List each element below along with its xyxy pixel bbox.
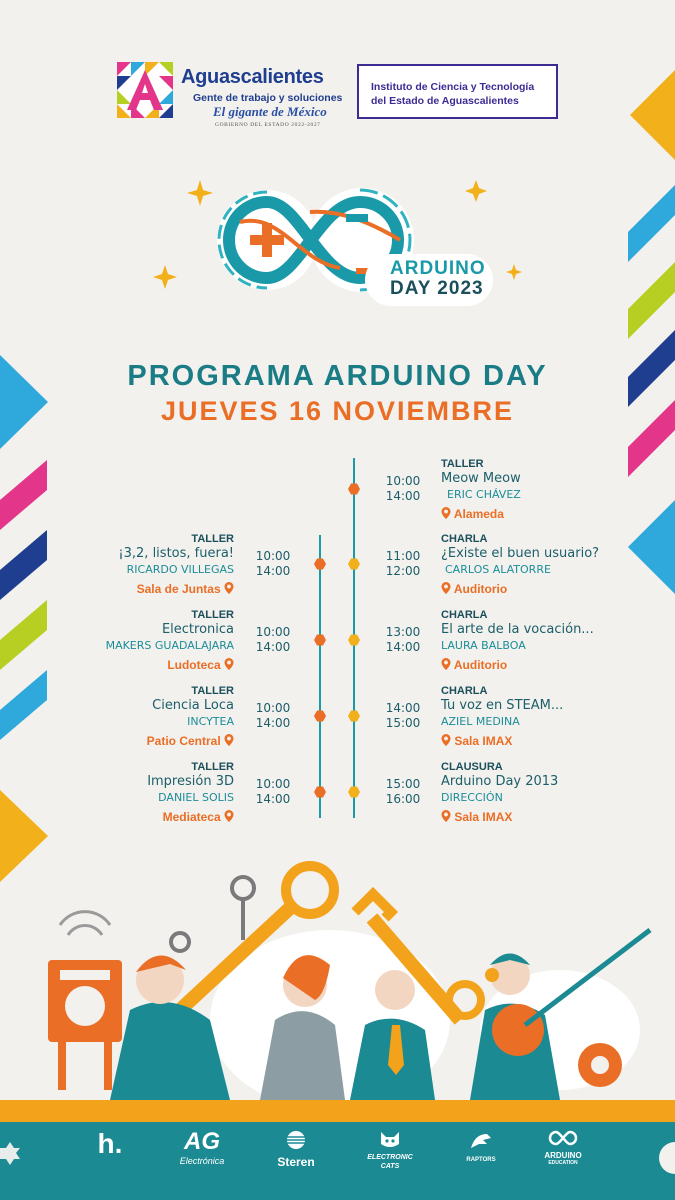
state-name: Aguascalientes — [181, 66, 324, 88]
location-label: Ludoteca — [167, 658, 221, 672]
location-label: Sala IMAX — [454, 734, 513, 748]
state-tagline: El gigante de México — [213, 104, 327, 119]
session-kind: CHARLA — [441, 533, 488, 545]
arduino-word: ARDUINO — [390, 258, 486, 279]
session-location — [441, 733, 671, 749]
state-government: GOBIERNO DEL ESTADO 2022-2027 — [215, 122, 321, 128]
session-end-time: 15:00 — [385, 716, 421, 730]
session-card[interactable] — [14, 685, 234, 749]
location-pin-icon — [441, 507, 451, 519]
session-title: ¡3,2, listos, fuera! — [118, 546, 234, 561]
session-title: El arte de la vocación... — [441, 622, 594, 637]
session-location — [441, 657, 671, 673]
session-speaker: CARLOS ALATORRE — [445, 563, 551, 576]
session-end-time: 14:00 — [255, 640, 291, 654]
program-title: PROGRAMA ARDUINO DAY — [127, 360, 548, 392]
session-kind: CHARLA — [441, 685, 488, 697]
session-start-time: 13:00 — [385, 625, 421, 639]
sponsor-logo: h. — [97, 1128, 123, 1159]
day-year: DAY 2023 — [390, 278, 484, 299]
session-title: Arduino Day 2013 — [441, 774, 559, 789]
session-location — [14, 809, 234, 825]
session-kind: TALLER — [191, 609, 234, 621]
location-label: Sala de Juntas — [136, 582, 221, 596]
location-label: Sala IMAX — [454, 810, 513, 824]
session-card[interactable] — [441, 533, 671, 597]
location-label: Patio Central — [146, 734, 221, 748]
location-pin-icon — [441, 734, 451, 746]
session-speaker: INCYTEA — [187, 715, 234, 728]
session-start-time: 10:00 — [255, 549, 291, 563]
session-card[interactable] — [441, 685, 671, 749]
footer-orange-stripe — [0, 1100, 675, 1122]
session-end-time: 16:00 — [385, 792, 421, 806]
session-speaker: DIRECCIÓN — [441, 791, 503, 804]
session-title: Electronica — [161, 622, 234, 637]
session-card[interactable] — [14, 761, 234, 825]
location-pin-icon — [224, 658, 234, 670]
location-pin-icon — [224, 582, 234, 594]
session-title: ¿Existe el buen usuario? — [441, 546, 600, 561]
session-end-time: 12:00 — [385, 564, 421, 578]
session-card[interactable] — [14, 609, 234, 673]
session-kind: TALLER — [191, 761, 234, 773]
session-start-time: 10:00 — [255, 777, 291, 791]
session-speaker: MAKERS GUADALAJARA — [105, 639, 234, 652]
session-end-time: 14:00 — [255, 792, 291, 806]
session-kind: CHARLA — [441, 609, 488, 621]
session-start-time: 10:00 — [255, 625, 291, 639]
location-pin-icon — [224, 810, 234, 822]
session-title: Tu voz en STEAM... — [441, 698, 564, 713]
session-start-time: 10:00 — [385, 474, 421, 488]
session-start-time: 14:00 — [385, 701, 421, 715]
session-card[interactable] — [441, 609, 671, 673]
location-pin-icon — [224, 734, 234, 746]
session-speaker: AZIEL MEDINA — [441, 715, 520, 728]
session-location — [441, 581, 671, 597]
session-kind: TALLER — [191, 533, 234, 545]
session-kind: TALLER — [441, 458, 484, 470]
session-location — [441, 506, 671, 522]
sponsor-main: AG — [184, 1128, 220, 1155]
session-end-time: 14:00 — [255, 716, 291, 730]
session-title: Meow Meow — [441, 471, 521, 486]
state-slogan: Gente de trabajo y soluciones — [193, 92, 343, 104]
makers-illustration — [0, 860, 675, 1100]
location-label: Alameda — [453, 507, 504, 521]
program-date: JUEVES 16 NOVIEMBRE — [160, 396, 515, 426]
session-kind: TALLER — [191, 685, 234, 697]
session-location — [14, 733, 234, 749]
location-pin-icon — [441, 658, 451, 670]
footer-badge-icon — [0, 1128, 675, 1198]
session-start-time: 15:00 — [385, 777, 421, 791]
location-label: Mediateca — [162, 810, 221, 824]
session-speaker: ERIC CHÁVEZ — [447, 488, 521, 501]
aguascalientes-logo — [117, 62, 352, 128]
institute-line1: Instituto de Ciencia y Tecnología — [371, 81, 535, 93]
session-end-time: 14:00 — [385, 489, 421, 503]
aguascalientes-mark-icon — [117, 62, 173, 118]
session-card[interactable] — [441, 761, 671, 825]
location-pin-icon — [441, 810, 451, 822]
sponsor-name: RAPTORS — [466, 1157, 496, 1163]
session-speaker: RICARDO VILLEGAS — [126, 563, 234, 576]
sponsor-sub: EDUCATION — [548, 1160, 578, 1166]
session-end-time: 14:00 — [385, 640, 421, 654]
session-location — [441, 809, 671, 825]
session-card[interactable] — [14, 533, 234, 597]
sponsor-name: ELECTRONIC CATS — [367, 1154, 413, 1170]
session-speaker: DANIEL SOLIS — [158, 791, 234, 804]
left-timeline-line — [319, 535, 321, 818]
location-label: Auditorio — [453, 582, 508, 596]
session-location — [14, 657, 234, 673]
session-end-time: 14:00 — [255, 564, 291, 578]
sponsor-name: ARDUINO — [544, 1151, 582, 1160]
sponsor-name: Steren — [277, 1155, 315, 1169]
session-start-time: 11:00 — [385, 549, 421, 563]
session-title: Ciencia Loca — [152, 698, 234, 713]
session-card[interactable] — [441, 458, 671, 522]
session-start-time: 10:00 — [255, 701, 291, 715]
location-pin-icon — [441, 582, 451, 594]
institute-logo — [357, 64, 558, 119]
arduino-day-logo — [200, 182, 500, 312]
session-location — [14, 581, 234, 597]
session-kind: CLAUSURA — [441, 761, 503, 773]
session-speaker: LAURA BALBOA — [441, 639, 526, 652]
sponsors-footer — [0, 1122, 675, 1200]
sponsor-sub: Electrónica — [179, 1156, 225, 1166]
session-title: Impresión 3D — [147, 774, 234, 789]
location-label: Auditorio — [453, 658, 508, 672]
institute-line2: del Estado de Aguascalientes — [371, 95, 519, 107]
